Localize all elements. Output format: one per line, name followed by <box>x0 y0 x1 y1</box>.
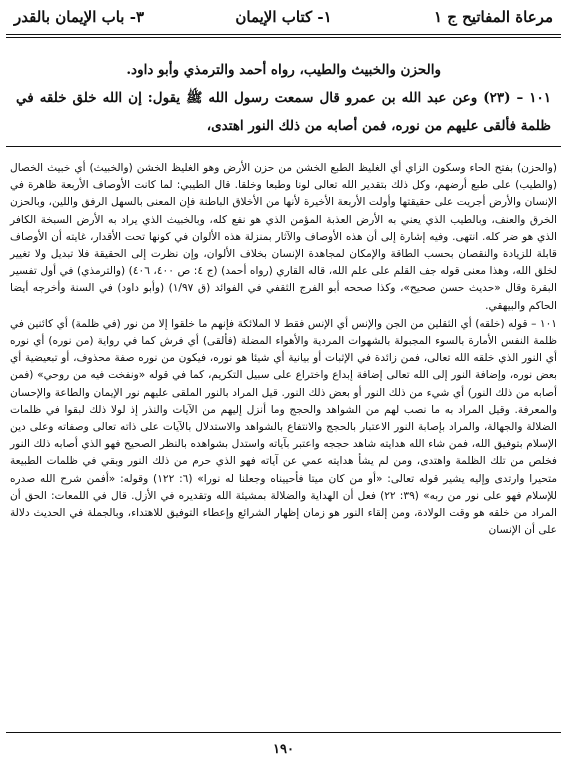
footer-rule <box>6 732 561 733</box>
header-section-title: ٣- باب الإيمان بالقدر <box>14 8 144 26</box>
commentary-paragraph-1: (والحزن) بفتح الحاء وسكون الزاي أي الغليظ الطبع الخشن من حزن الأرض وهو الغليظ الخشن (والخبيث) أي خبيث الخصال (والطيب) على طبع أرضهم، وكل ذلك بتقدير الله تعالى لونا وطبعا وخلقا. قال الطيبي: لما كانت الأوصاف الأربعة ظاهرة في الإنسان والأرض أجريت على حقيقتها وأولت الأربعة الأخيرة لأنها من الأخلاق الباطنة فإن المعنى بالسهل الرفق واللين، وبالحزن الخرق والعنف، وبالطيب الذي يعني به الأرض العذبة المؤمن الذي هو نفع كله، وبالخبيث الذي يراد به الأرض السبخة الكافر الذي هو ضر كله. انتهى. وفيه إشارة إلى أن هذه الأوصاف والآثار بمنزلة هذه الألوان في كونها تحت الأقدار، غايته أن الأوصاف قابلة للزيادة والنقصان بحسب الطاقة والإمكان لمجاهدة الإنسان بخلاف الألوان، وإن نظرت إلى الحقيقة فلا تبديل ولا تغيير لخلق الله، وهذا معنى قوله جف القلم على علم الله، قاله القاري (رواه أحمد) (ج ٤: ص ٤٠٠، ٤٠٦) (والترمذي) في أول تفسير البقرة وقال «حديث حسن صحيح»، وكذا صححه أبو الفرج الثقفي في الفوائد (ق ١/٩٧) (وأبو داود) في السنة وأخرجه أيضا الحاكم والبيهقي. <box>10 162 557 312</box>
commentary-block <box>10 160 557 540</box>
running-header <box>8 2 559 32</box>
matn-hadith-101-line1: ١٠١ – (٢٣) وعن عبد الله بن عمرو قال سمعت رسول الله ﷺ يقول: إن الله خلق خلقه في <box>16 90 551 106</box>
header-rule-thick <box>6 34 561 35</box>
matn-hadith-101-line2: ظلمة فألقى عليهم من نوره، فمن أصابه من ذلك النور اهتدى، <box>206 118 551 134</box>
matn-line-continuation: والحزن والخبيث والطيب، رواه أحمد والترمذي وأبو داود. <box>126 62 441 78</box>
page-number: ١٩٠ <box>273 742 294 757</box>
matn-hadith-101 <box>16 84 551 140</box>
section-divider <box>6 146 561 147</box>
header-chapter-title: ١- كتاب الإيمان <box>235 8 332 26</box>
header-book-volume: مرعاة المفاتيح ج ١ <box>433 8 553 26</box>
header-rule-thin <box>6 37 561 38</box>
hadith-text-block <box>16 56 551 140</box>
commentary-paragraph-2: ١٠١ – قوله (خلقه) أي الثقلين من الجن والإنس أي الإنس فقط لا الملائكة فإنهم ما خلقوا إلا من نور (في ظلمة) أي كائنين في ظلمة النفس الأمارة بالسوء المجبولة بالشهوات المردية والأهواء المضلة (فألقى) أي فرش كما في رواية (من نوره) أي نوره أي النور الذي خلقه الله تعالى، فمن زائدة في الإثبات أو بيانية أي شيئا هو نوره، فيكون من نوره صفة محذوف، أو تبعيضية أي بعض نوره، وإضافة النور إلى الله تعالى إضافة إبداع واختراع على سبيل التكريم، كما في قوله «ونفخت فيه من روحي» (فمن أصابه من ذلك النور) أي شيء من ذلك النور أو بعض ذلك النور. قيل المراد بالنور الملقى عليهم نور الإيمان والطاعة والإحسان والمعرفة. وقيل المراد به ما نصب لهم من الشواهد والحجج وما أنزل إليهم من الآيات والنذر إذ لولا ذلك لبقوا في ظلمات الضلالة والجهالة، والمراد بإصابة النور الاعتبار بالحجج والانتفاع بالشواهد والاستدلال بالآيات على ذاته تعالى وصفاته وعلى دين الإسلام بتوفيق الله، فمن شاء الله هدايته شاهد حججه واعتبر بآياته واستدل بشواهده بالنظر الصحيح فهو الذي أصابه ذلك النور فخلص من تلك الظلمة واهتدى، ومن لم يشأ هدايته عمي عن آياته فهو الذي حرم من ذلك النور وبقي في ظلمات الطبيعة متحيرا وارتدى وإليه يشير قوله تعالى: «أو من كان ميتا فأحييناه وجعلنا له نورا» (٦: ١٢٢) وقوله: «أفمن شرح الله صدره للإسلام فهو على نور من ربه» (٣٩: ٢٢) فعل أن الهداية والضلالة بمشيئة الله وتقديره في الأزل. قال في اللمعات: الحق أن المراد من خلقه هو وقت الولادة، ومن إلقاء النور هو زمان إظهار الشرائع وإعطاء التوفيق للاهتداء، وبالجملة في الحديث دلالة على أن الإنسان <box>10 317 558 537</box>
